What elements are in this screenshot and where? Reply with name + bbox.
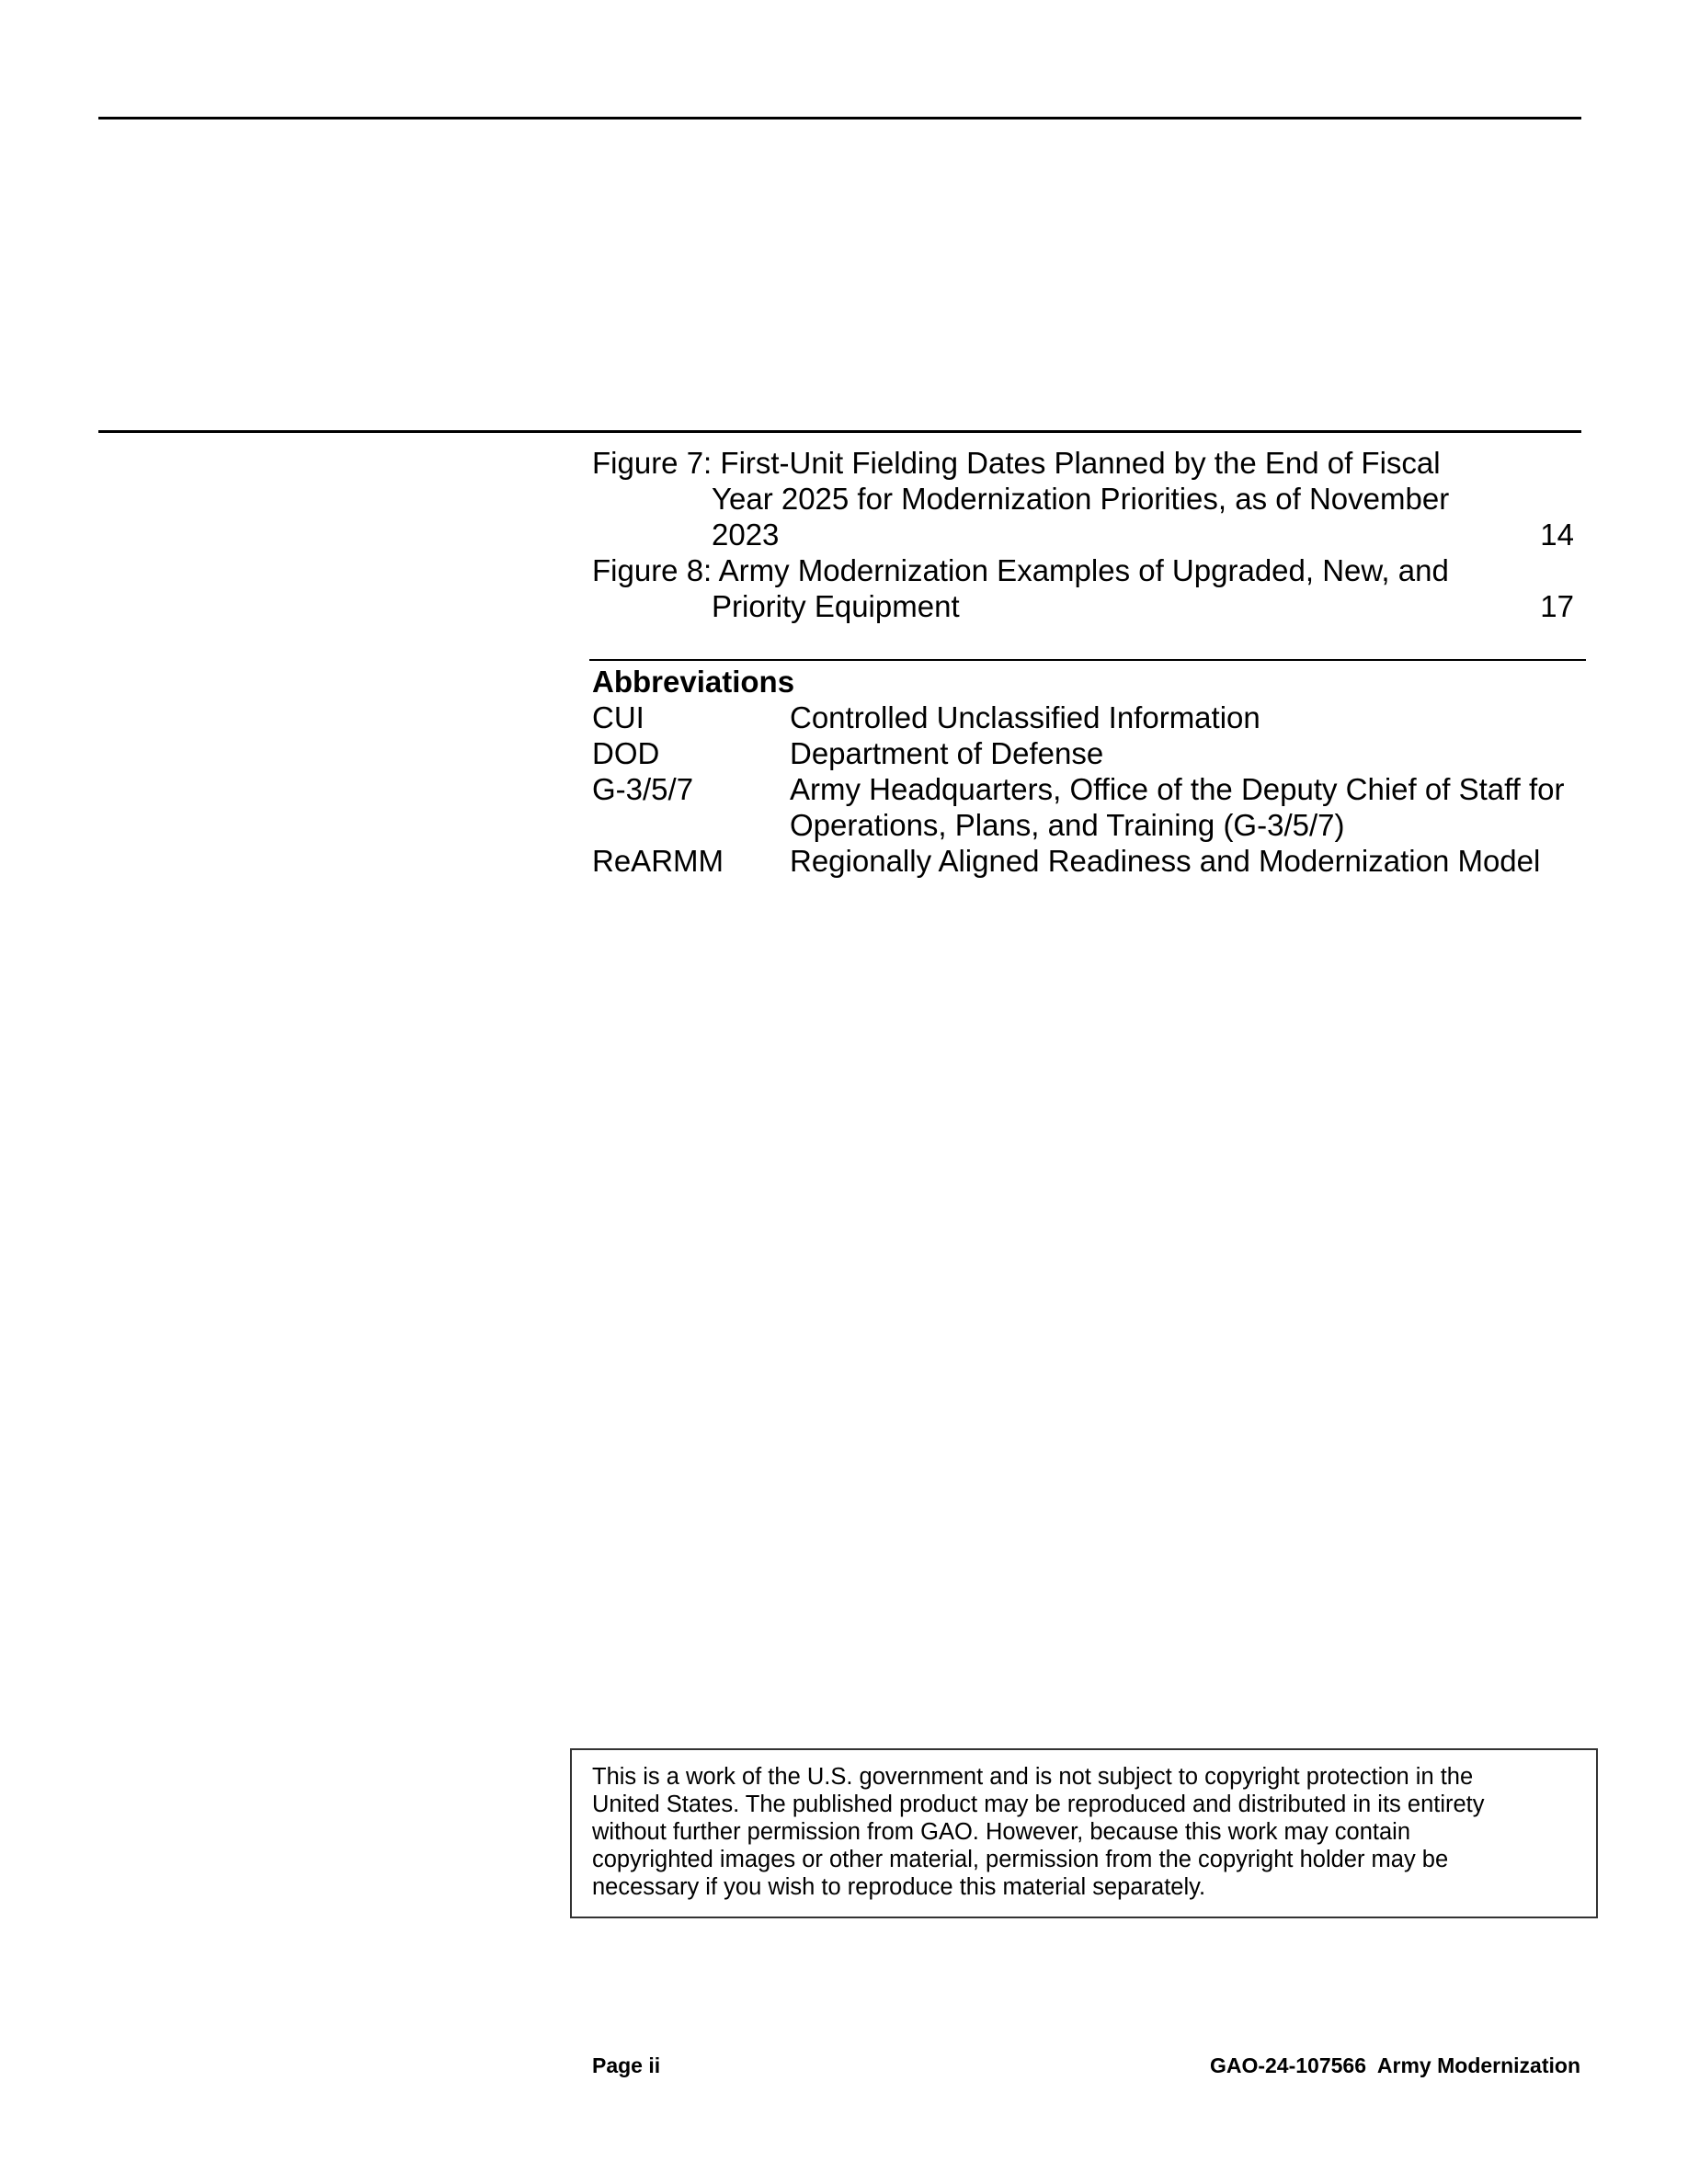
figure-list [592,445,1574,624]
figure-entry-7[interactable] [592,445,1574,552]
abbreviation-definition-line: Operations, Plans, and Training (G-3/5/7) [790,808,1345,842]
figure-number: Figure 7: [592,446,721,480]
figure-title-line: Priority Equipment [712,589,960,623]
page-number: Page ii [592,2053,661,2077]
figure-entry-8[interactable] [592,552,1574,624]
figure-entry-line [592,445,1466,481]
abbreviation-definition: Regionally Aligned Readiness and Modernization Model [790,844,1541,878]
section-divider [98,430,1581,433]
figure-entry-line [592,552,1466,588]
abbreviation-term: G-3/5/7 [592,772,694,806]
figure-title-line: 2023 [712,518,780,552]
copyright-line: United States. The published product may be reproduced and distributed in its entirety [592,1792,1485,1817]
abbreviation-definition-line: Army Headquarters, Office of the Deputy Chief of Staff for [790,772,1565,806]
abbreviations-heading: Abbreviations [592,665,795,699]
figure-title-line: First-Unit Fielding Dates Planned by the End of Fiscal [720,446,1441,480]
report-id: GAO-24-107566 Army Modernization [1209,2053,1580,2077]
figure-title-line: Year 2025 for Modernization Priorities, as of November [712,482,1450,516]
copyright-notice [570,1748,1598,1918]
figure-number: Figure 8: [592,553,719,587]
copyright-line: necessary if you wish to reproduce this material separately. [592,1874,1206,1900]
abbreviations-divider [589,659,1586,661]
figure-page-number: 17 [1540,589,1574,623]
figure-title-line: Army Modernization Examples of Upgraded, New, and [718,553,1449,587]
abbreviation-definition [790,771,1585,843]
figure-entry-text [592,552,1466,624]
abbreviation-term: DOD [592,736,660,770]
abbreviation-term: ReARMM [592,844,724,878]
abbreviation-row [592,700,1585,735]
abbreviation-row [592,843,1585,879]
copyright-line: without further permission from GAO. However, because this work may contain [592,1819,1411,1845]
abbreviation-row [592,771,1585,843]
figure-page-number: 14 [1540,518,1574,552]
abbreviation-term: CUI [592,700,644,734]
abbreviation-row [592,735,1585,771]
abbreviation-definition: Department of Defense [790,736,1104,770]
abbreviation-definition: Controlled Unclassified Information [790,700,1260,734]
copyright-line: copyrighted images or other material, permission from the copyright holder may be [592,1847,1449,1872]
top-divider [98,117,1581,119]
copyright-line: This is a work of the U.S. government and is not subject to copyright protection in the [592,1764,1474,1790]
abbreviations-section [592,664,1585,879]
figure-entry-text [592,445,1466,552]
